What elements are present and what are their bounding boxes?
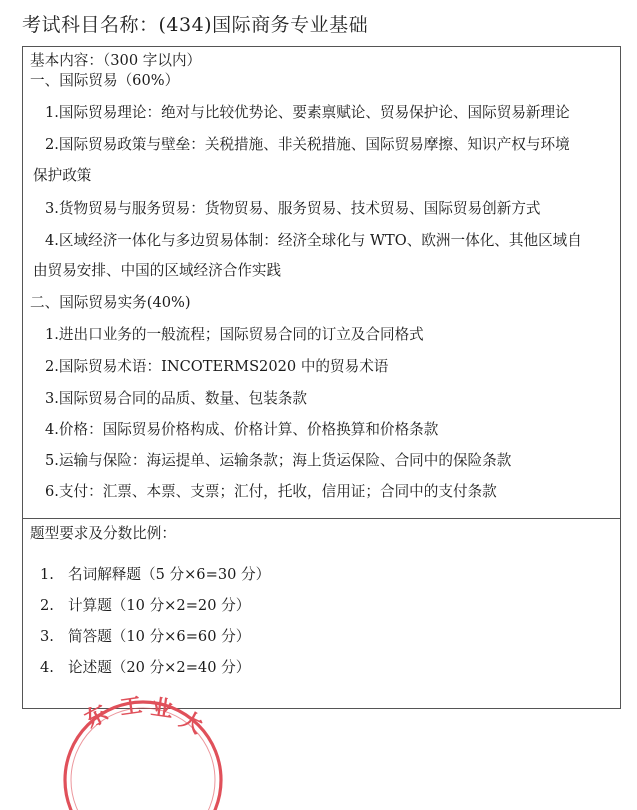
- svg-text:工: 工: [118, 692, 144, 721]
- list-item-continuation: 由贸易安排、中国的区域经济合作实践: [33, 262, 282, 279]
- requirements-box: [22, 518, 621, 709]
- list-item: 4.价格：国际贸易价格构成、价格计算、价格换算和价格条款: [45, 421, 439, 438]
- svg-text:东: 东: [80, 700, 113, 734]
- item-number: 3.: [40, 628, 54, 645]
- list-item: 2.国际贸易术语：INCOTERMS2020 中的贸易术语: [45, 358, 389, 375]
- list-item: 2.国际贸易政策与壁垒：关税措施、非关税措施、国际贸易摩擦、知识产权与环境: [45, 136, 570, 153]
- list-item: 1.国际贸易理论：绝对与比较优势论、要素禀赋论、贸易保护论、国际贸易新理论: [45, 104, 570, 121]
- list-item: [40, 661, 250, 676]
- item-text: 名词解释题（5 分×6=30 分）: [68, 566, 271, 583]
- svg-text:业: 业: [149, 694, 175, 724]
- list-item: [40, 599, 250, 614]
- basic-content-box: [22, 46, 621, 519]
- item-text: 简答题（10 分×6=60 分）: [68, 628, 251, 645]
- section-international-trade: 一、国际贸易（60%）: [30, 72, 180, 89]
- list-item: 3.货物贸易与服务贸易：货物贸易、服务贸易、技术贸易、国际贸易创新方式: [45, 200, 541, 217]
- basic-content-heading: 基本内容：（300 字以内）: [30, 52, 202, 69]
- subject-title: 考试科目名称：(434)国际商务专业基础: [22, 14, 369, 36]
- list-item: [40, 568, 270, 583]
- section-trade-practice: 二、国际贸易实务(40%): [30, 294, 191, 311]
- item-text: 论述题（20 分×2=40 分）: [68, 659, 251, 676]
- item-text: 计算题（10 分×2=20 分）: [68, 597, 251, 614]
- list-item: 6.支付：汇票、本票、支票；汇付，托收，信用证；合同中的支付条款: [45, 483, 497, 500]
- list-item-continuation: 保护政策: [33, 167, 92, 184]
- requirements-heading: 题型要求及分数比例：: [30, 525, 176, 542]
- list-item: [40, 630, 250, 645]
- list-item: 4.区域经济一体化与多边贸易体制：经济全球化与 WTO、欧洲一体化、其他区域自: [45, 232, 582, 249]
- list-item: 5.运输与保险：海运提单、运输条款；海上货运保险、合同中的保险条款: [45, 452, 512, 469]
- list-item: 1.进出口业务的一般流程；国际贸易合同的订立及合同格式: [45, 326, 424, 343]
- item-number: 1.: [40, 566, 54, 583]
- item-number: 4.: [40, 659, 54, 676]
- item-number: 2.: [40, 597, 54, 614]
- seal-stamp: [48, 690, 238, 810]
- list-item: 3.国际贸易合同的品质、数量、包装条款: [45, 390, 308, 407]
- svg-text:大: 大: [175, 706, 207, 740]
